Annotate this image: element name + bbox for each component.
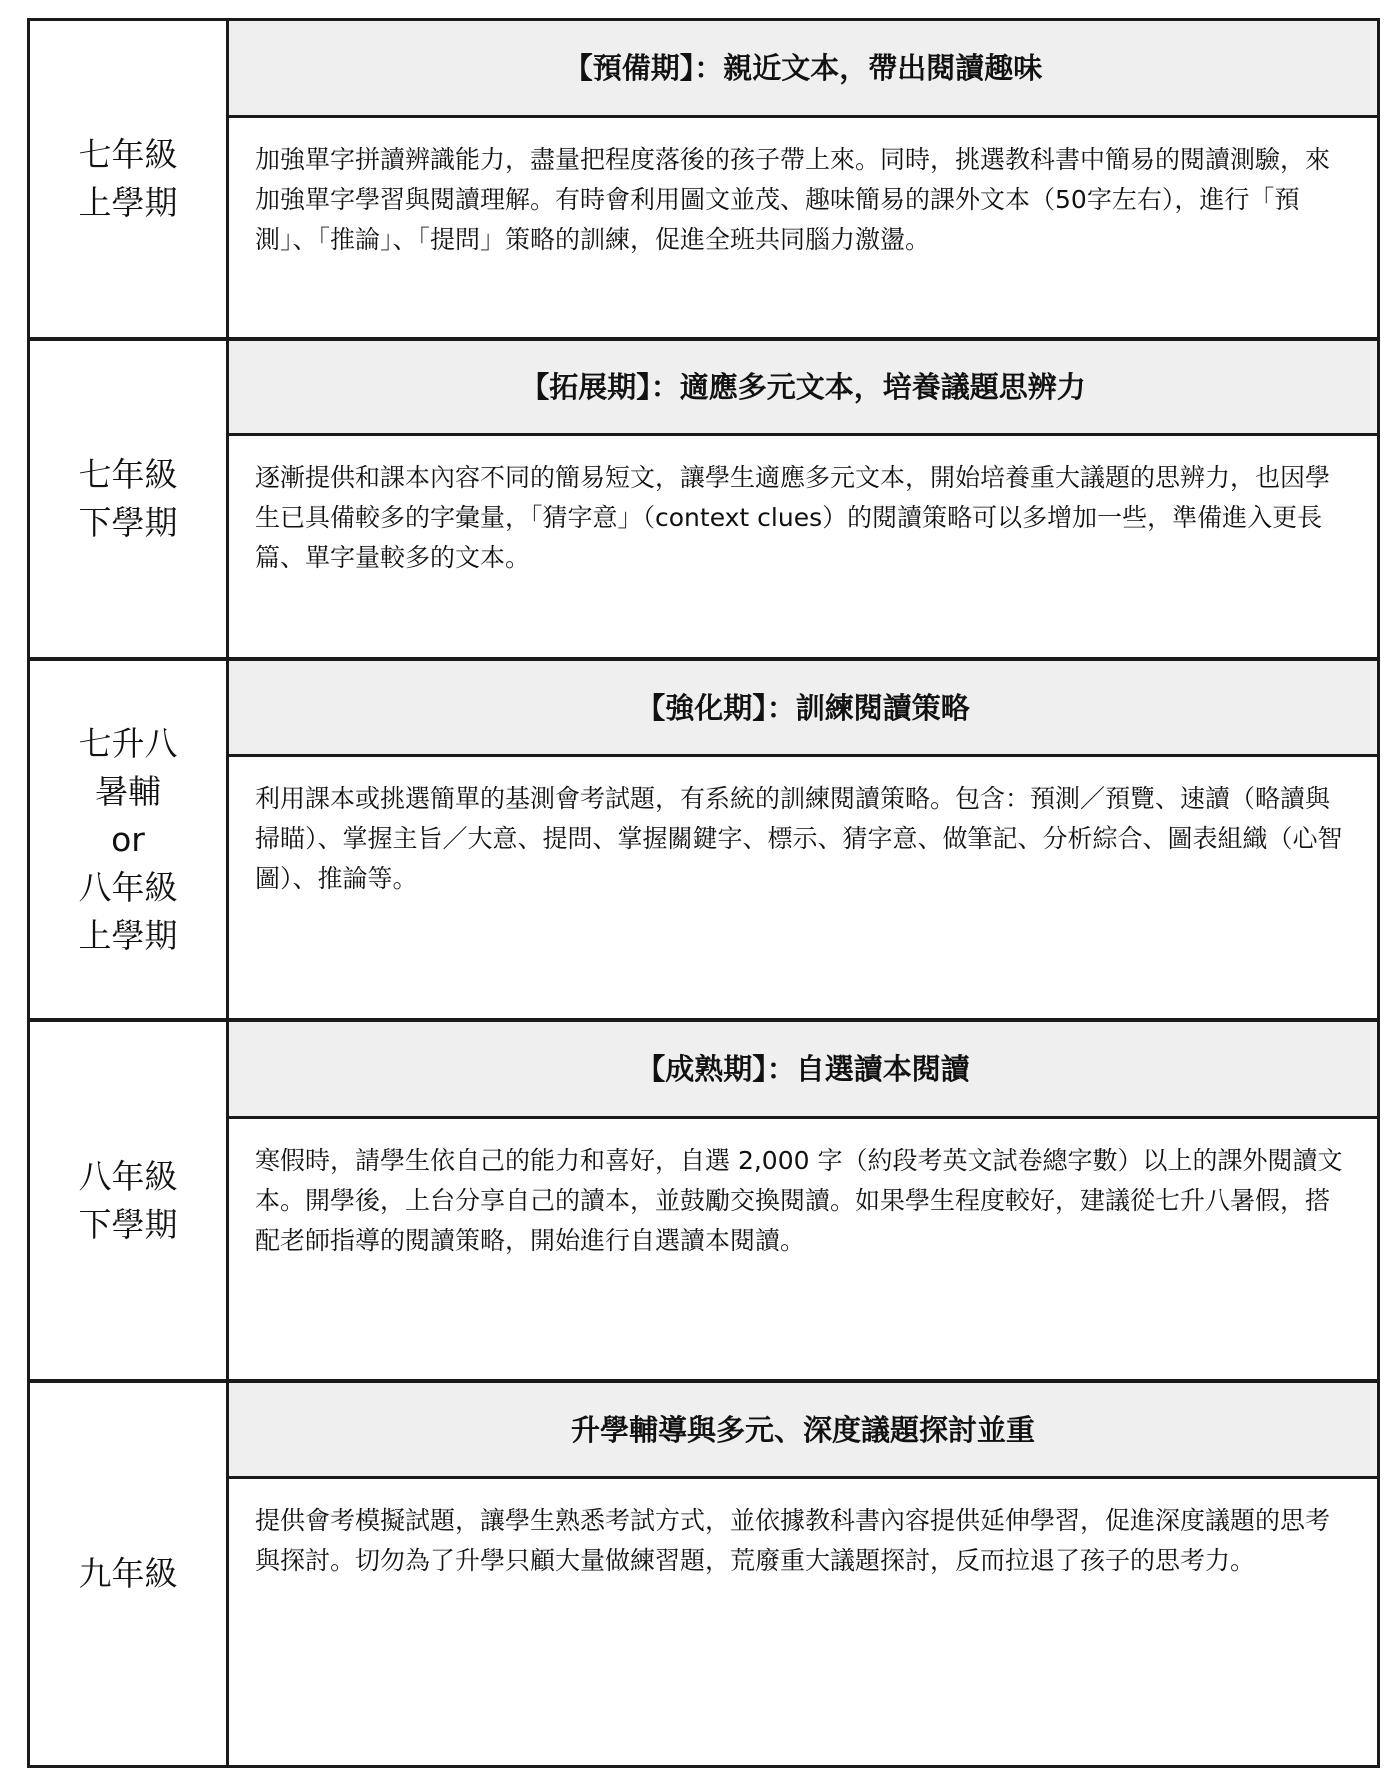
grade-label-line: 暑輔 <box>95 771 161 811</box>
grade-label-line: 九年級 <box>78 1554 178 1593</box>
stage-title: 升學輔導與多元、深度議題探討並重 <box>229 1383 1377 1479</box>
stage-cell <box>228 1381 1379 1767</box>
grade-cell <box>29 20 228 340</box>
stage-description: 提供會考模擬試題，讓學生熟悉考試方式，並依據教科書內容提供延伸學習，促進深度議題的思考與探討。切勿為了升學只顧大量做練習題，荒廢重大議題探討，反而拉退了孩子的思考力。 <box>255 1506 1331 1575</box>
stage-cell <box>228 659 1379 1020</box>
stage-cell <box>228 1020 1379 1381</box>
grade-cell <box>29 1020 228 1381</box>
grade-label-line: 七年級 <box>78 455 178 494</box>
stage-row <box>29 339 1379 659</box>
stage-cell <box>228 339 1379 659</box>
stage-description: 寒假時，請學生依自己的能力和喜好，自選 2,000 字（約段考英文試卷總字數）以上的課外閱讀文本。開學後，上台分享自己的讀本，並鼓勵交換閱讀。如果學生程度較好，建議從七升八暑假，搭配老師指導的閱讀策略，開始進行自選讀本閱讀。 <box>255 1146 1343 1255</box>
grade-cell <box>29 1381 228 1767</box>
grade-cell <box>29 339 228 659</box>
stage-description: 加強單字拼讀辨識能力，盡量把程度落後的孩子帶上來。同時，挑選教科書中簡易的閱讀測驗，來加強單字學習與閱讀理解。有時會利用圖文並茂、趣味簡易的課外文本（50字左右），進行「預測」、「推論」、「提問」策略的訓練，促進全班共同腦力激盪。 <box>255 145 1331 254</box>
grade-label-line: 上學期 <box>78 183 178 222</box>
stage-title: 【強化期】：訓練閱讀策略 <box>229 661 1377 757</box>
stage-description: 利用課本或挑選簡單的基測會考試題，有系統的訓練閱讀策略。包含：預測／預覽、速讀（略讀與掃瞄）、掌握主旨／大意、提問、掌握關鍵字、標示、猜字意、做筆記、分析綜合、圖表組織（心智圖）、推論等。 <box>255 784 1343 893</box>
stage-title: 【拓展期】：適應多元文本，培養議題思辨力 <box>229 341 1377 436</box>
stage-row <box>29 659 1379 1020</box>
grade-label-line: 八年級 <box>78 867 178 907</box>
stage-row <box>29 20 1379 340</box>
grade-cell <box>29 659 228 1020</box>
grade-label-line: or <box>111 819 145 859</box>
stage-title: 【成熟期】：自選讀本閱讀 <box>229 1022 1377 1119</box>
stage-cell <box>228 20 1379 340</box>
grade-label-line: 下學期 <box>78 1204 178 1244</box>
grade-label-line: 七年級 <box>78 135 178 174</box>
stage-row <box>29 1381 1379 1767</box>
stage-row <box>29 1020 1379 1381</box>
reading-plan-table <box>27 18 1380 1768</box>
grade-label-line: 上學期 <box>78 915 178 955</box>
grade-label-line: 下學期 <box>78 503 178 542</box>
grade-label-line: 七升八 <box>78 723 178 763</box>
stage-description: 逐漸提供和課本內容不同的簡易短文，讓學生適應多元文本，開始培養重大議題的思辨力，也因學生已具備較多的字彙量，「猜字意」（context clues）的閱讀策略可以多增加一些，準備進入更長篇、單字量較多的文本。 <box>255 463 1331 572</box>
grade-label-line: 八年級 <box>78 1156 178 1196</box>
stage-title: 【預備期】：親近文本，帶出閱讀趣味 <box>229 21 1377 118</box>
